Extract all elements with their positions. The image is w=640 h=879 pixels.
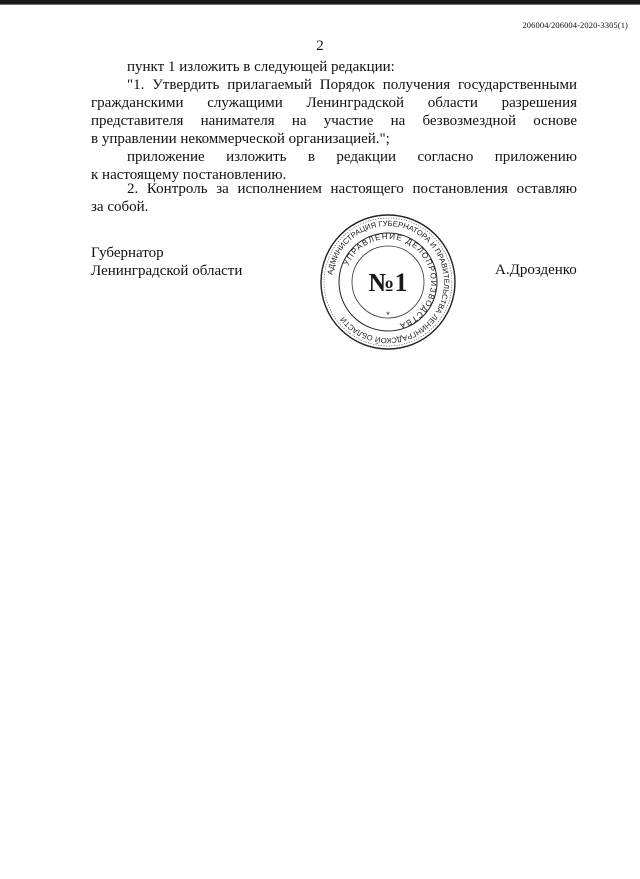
official-seal	[318, 212, 458, 352]
seal-number: №1	[368, 268, 408, 297]
text-line: к настоящему постановлению.	[91, 167, 287, 183]
position-line: Губернатор	[91, 245, 164, 261]
position-line: Ленинградской области	[91, 263, 243, 279]
seal-inner-text: УПРАВЛЕНИЕ ДЕЛОПРОИЗВОДСТВА	[341, 231, 439, 331]
text-line: приложение изложить в редакции согласно приложению	[127, 149, 577, 165]
text-line: пункт 1 изложить в следующей редакции:	[127, 59, 395, 75]
signatory-name: А.Дрозденко	[495, 262, 577, 278]
seal-outer-text: АДМИНИСТРАЦИЯ ГУБЕРНАТОРА И ПРАВИТЕЛЬСТВА ЛЕНИНГРАДСКОЙ ОБЛАСТИ	[325, 218, 452, 346]
signatory-position	[91, 244, 242, 280]
scan-top-edge-shadow	[0, 4, 640, 5]
seal-star: *	[386, 310, 390, 320]
text-line: гражданскими служащими Ленинградской области разрешения	[91, 95, 577, 111]
paragraph-appendix	[91, 148, 577, 184]
text-line: 2. Контроль за исполнением настоящего постановления оставляю	[127, 181, 577, 197]
paragraph-item-1	[91, 76, 577, 148]
paragraph-item-2	[91, 180, 577, 216]
text-line: за собой.	[91, 199, 149, 215]
page-number: 2	[316, 38, 324, 54]
text-line: представителя нанимателя на участие на безвозмездной основе	[91, 113, 577, 129]
document-id: 206004/206004-2020-3305(1)	[522, 20, 628, 30]
text-line: в управлении некоммерческой организацией.";	[91, 131, 390, 147]
text-line: "1. Утвердить прилагаемый Порядок получения государственными	[127, 77, 577, 93]
paragraph-intro	[91, 58, 577, 76]
